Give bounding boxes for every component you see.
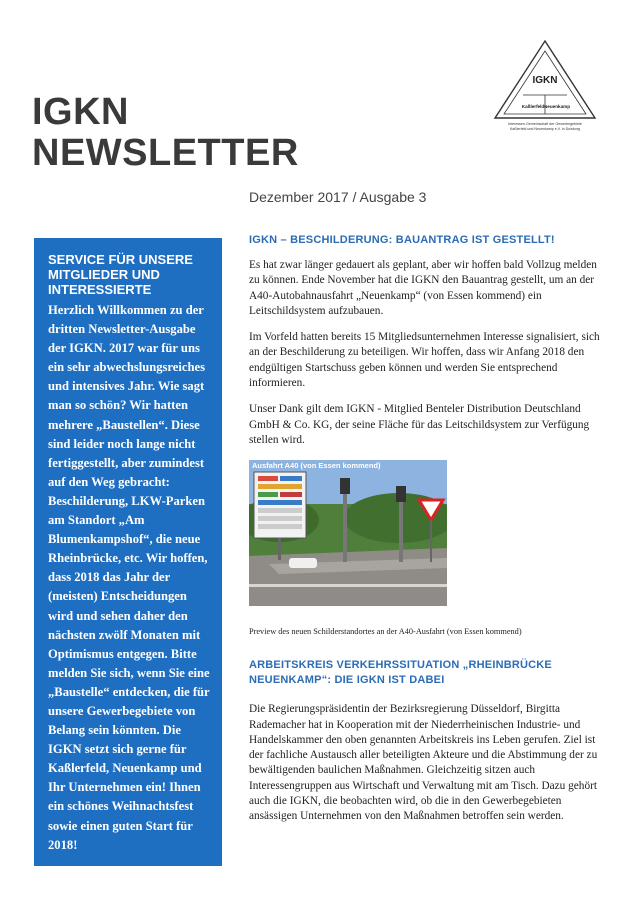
article2-paragraph-1: Die Regierungspräsidentin der Bezirksregierung Düsseldorf, Birgitta Rademacher hat in Kooperation mit der Niederrheinischen Industrie- und Handelskammer den oben genannten Arbeitskreis ins Leben gerufen. Ziel ist der fachliche Austausch aller beteiligten Akteure und die Abstimmung der zu bewältigenden baulichen Maßnahmen. Gleichzeitig sitzen auch Interessengruppen aus Wirtschaft und Verwaltung mit am Tisch. Dazu gehört auch die IGKN, die beobachten wird, ob die in den Gewerbegebieten ansässigen Unternehmen von den Maßnahmen betroffen sein werden. (249, 703, 598, 823)
sidebar-heading: SERVICE FÜR UNSERE MITGLIEDER UND INTERESSIERTE (48, 252, 193, 297)
logo-caption-1: Interessen-Gemeinschaft der Gewerbegebiete (508, 122, 582, 126)
article1-heading: IGKN – BESCHILDERUNG: BAUANTRAG IST GESTELLT! (249, 234, 555, 246)
article2-heading: ARBEITSKREIS VERKEHRSSITUATION „RHEINBRÜCKE NEUENKAMP“: DIE IGKN IST DABEI (249, 659, 552, 687)
logo-right-label: Neuenkamp (543, 104, 571, 109)
igkn-logo (491, 38, 599, 133)
article1-paragraph-3: Unser Dank gilt dem IGKN - Mitglied Benteler Distribution Deutschland GmbH & Co. KG, der seine Fläche für das Leitschildsystem zur Verfügung stellen wird. (249, 403, 590, 446)
title-line-2: NEWSLETTER (32, 132, 299, 174)
exit-photo (249, 460, 447, 606)
sidebar-box (34, 238, 222, 866)
logo-caption-2: Kaßlerfeld und Neuenkamp e.V. in Duisburg (510, 127, 580, 131)
article1-paragraph-2: Im Vorfeld hatten bereits 15 Mitgliedsunternehmen Interesse signalisiert, sich an der Beschilderung zu beteiligen. Wir hoffen, dass wir Anfang 2018 den endgültigen Startschuss geben können und werden Sie entsprechend informieren. (249, 331, 600, 390)
edition-label: Dezember 2017 / Ausgabe 3 (249, 189, 427, 205)
sidebar-body: Herzlich Willkommen zu der dritten Newsletter-Ausgabe der IGKN. 2017 war für uns ein sehr abwechslungsreiches und intensives Jahr. Wie sagt man so schön? Wir hatten mehrere „Baustellen“. Diese sind leider noch lange nicht fertiggestellt, aber zumindest auf den Weg gebracht: Beschilderung, LKW-Parken am Standort „Am Blumenkampshof“, die neue Rheinbrücke, etc. Wir hoffen, dass 2018 das Jahr der (meisten) Entscheidungen wird und sehen daher den nächsten zwölf Monaten mit Optimismus entgegen. Bitte melden Sie sich, wenn Sie eine „Baustelle“ entdecken, die für unsere Gewerbegebiete von Belang sein könnten. Die IGKN setzt sich gerne für Kaßlerfeld, Neuenkamp und Ihr Unternehmen ein! Ihnen ein schönes Weihnachtsfest sowie einen guten Start für 2018! (48, 303, 210, 852)
main-column (249, 233, 603, 825)
article1-paragraph-1: Es hat zwar länger gedauert als geplant, aber wir hoffen bald Vollzug melden zu können. Ende November hat die IGKN den Bauantrag gestellt, um an der A40-Autobahnausfahrt „Neuenkamp“ (von Essen kommend) ein Leitschildsystem aufzubauen. (249, 259, 597, 317)
exit-photo-illustration (249, 460, 447, 606)
photo-label: Ausfahrt A40 (von Essen kommend) (252, 461, 381, 471)
title-line-1: IGKN (32, 91, 129, 133)
photo-caption: Preview des neuen Schilderstandortes an der A40-Ausfahrt (von Essen kommend) (249, 627, 522, 637)
logo-left-label: Kaßlerfeld (521, 104, 545, 109)
newsletter-title (32, 92, 299, 174)
logo-name: IGKN (532, 75, 558, 86)
